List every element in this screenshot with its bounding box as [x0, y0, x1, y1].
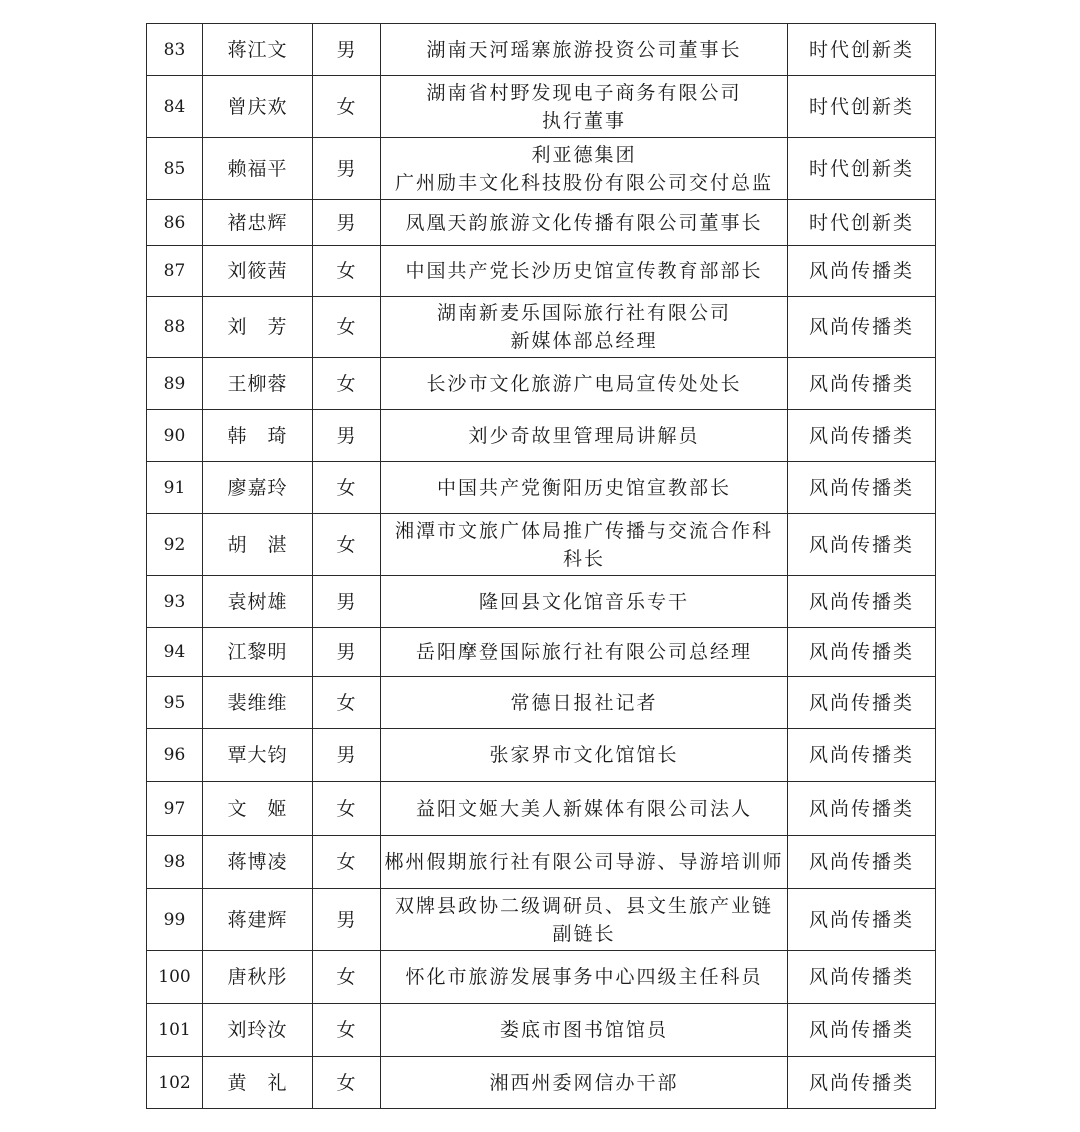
position-line: 新媒体部总经理 [510, 330, 658, 352]
position-line: 执行董事 [541, 109, 626, 132]
roster-table [146, 23, 936, 1109]
gender: 女 [313, 297, 381, 358]
person-name: 刘筱茜 [203, 246, 313, 297]
position-line: 岳阳摩登国际旅行社有限公司总经理 [415, 641, 752, 663]
award-category: 风尚传播类 [788, 514, 936, 576]
position-title [381, 24, 788, 76]
person-name: 韩 琦 [203, 410, 313, 462]
table-row [147, 628, 936, 677]
row-number: 89 [147, 358, 203, 410]
position-title [381, 462, 788, 514]
gender: 女 [313, 782, 381, 836]
position-line: 常德日报社记者 [510, 691, 658, 714]
gender: 男 [313, 138, 381, 200]
table-row [147, 410, 936, 462]
table-row [147, 1057, 936, 1109]
position-line: 科长 [562, 547, 605, 570]
position-title [381, 1057, 788, 1109]
award-category: 时代创新类 [788, 138, 936, 200]
gender: 男 [313, 628, 381, 677]
position-line: 湖南省村野发现电子商务有限公司 [426, 81, 742, 104]
gender: 女 [313, 836, 381, 889]
gender: 男 [313, 200, 381, 246]
gender: 女 [313, 1004, 381, 1057]
position-title [381, 1004, 788, 1057]
position-title [381, 200, 788, 246]
person-name: 褚忠辉 [203, 200, 313, 246]
gender: 男 [313, 729, 381, 782]
position-line: 双牌县政协二级调研员、县文生旅产业链 [394, 894, 773, 917]
row-number: 95 [147, 677, 203, 729]
position-line: 郴州假期旅行社有限公司导游、导游培训师 [384, 851, 784, 873]
table-row [147, 76, 936, 138]
position-line: 湘西州委网信办干部 [489, 1071, 679, 1094]
person-name: 刘 芳 [203, 297, 313, 358]
position-line: 娄底市图书馆馆员 [499, 1019, 668, 1041]
position-line: 副链长 [552, 922, 616, 945]
position-title [381, 410, 788, 462]
award-category: 时代创新类 [788, 24, 936, 76]
roster-body [147, 24, 936, 1109]
award-category: 风尚传播类 [788, 462, 936, 514]
position-title [381, 358, 788, 410]
person-name: 蒋建辉 [203, 889, 313, 951]
position-title [381, 246, 788, 297]
row-number: 92 [147, 514, 203, 576]
award-category: 风尚传播类 [788, 1057, 936, 1109]
position-title [381, 138, 788, 200]
position-line: 益阳文姬大美人新媒体有限公司法人 [415, 797, 752, 820]
table-row [147, 889, 936, 951]
award-category: 风尚传播类 [788, 1004, 936, 1057]
row-number: 90 [147, 410, 203, 462]
position-line: 长沙市文化旅游广电局宣传处处长 [426, 372, 742, 395]
table-row [147, 836, 936, 889]
position-title [381, 297, 788, 358]
row-number: 85 [147, 138, 203, 200]
gender: 女 [313, 514, 381, 576]
person-name: 王柳蓉 [203, 358, 313, 410]
row-number: 86 [147, 200, 203, 246]
award-category: 风尚传播类 [788, 358, 936, 410]
position-line: 凤凰天韵旅游文化传播有限公司董事长 [405, 211, 763, 234]
person-name: 廖嘉玲 [203, 462, 313, 514]
row-number: 96 [147, 729, 203, 782]
table-row [147, 200, 936, 246]
position-line: 广州励丰文化科技股份有限公司交付总监 [394, 171, 773, 194]
row-number: 102 [147, 1057, 203, 1109]
award-category: 风尚传播类 [788, 677, 936, 729]
person-name: 胡 湛 [203, 514, 313, 576]
person-name: 蒋江文 [203, 24, 313, 76]
position-title [381, 889, 788, 951]
award-category: 风尚传播类 [788, 782, 936, 836]
award-category: 风尚传播类 [788, 410, 936, 462]
row-number: 87 [147, 246, 203, 297]
gender: 女 [313, 462, 381, 514]
row-number: 101 [147, 1004, 203, 1057]
position-title [381, 514, 788, 576]
award-category: 风尚传播类 [788, 889, 936, 951]
position-line: 张家界市文化馆馆长 [489, 744, 679, 766]
position-title [381, 951, 788, 1004]
table-row [147, 729, 936, 782]
row-number: 83 [147, 24, 203, 76]
position-line: 湖南天河瑶寨旅游投资公司董事长 [426, 38, 742, 61]
position-line: 利亚德集团 [531, 143, 637, 166]
person-name: 黄 礼 [203, 1057, 313, 1109]
gender: 女 [313, 1057, 381, 1109]
award-category: 风尚传播类 [788, 576, 936, 628]
table-row [147, 677, 936, 729]
row-number: 100 [147, 951, 203, 1004]
table-row [147, 782, 936, 836]
position-line: 怀化市旅游发展事务中心四级主任科员 [405, 966, 763, 988]
honor-roster-sheet [146, 23, 935, 1109]
table-row [147, 951, 936, 1004]
position-line: 隆回县文化馆音乐专干 [478, 590, 689, 613]
person-name: 唐秋彤 [203, 951, 313, 1004]
person-name: 袁树雄 [203, 576, 313, 628]
gender: 女 [313, 951, 381, 1004]
table-row [147, 138, 936, 200]
person-name: 裴维维 [203, 677, 313, 729]
table-row [147, 576, 936, 628]
row-number: 91 [147, 462, 203, 514]
position-line: 中国共产党衡阳历史馆宣教部长 [436, 476, 731, 499]
position-title [381, 677, 788, 729]
gender: 女 [313, 677, 381, 729]
gender: 女 [313, 76, 381, 138]
gender: 男 [313, 24, 381, 76]
gender: 男 [313, 410, 381, 462]
award-category: 风尚传播类 [788, 729, 936, 782]
row-number: 84 [147, 76, 203, 138]
position-title [381, 76, 788, 138]
table-row [147, 462, 936, 514]
award-category: 风尚传播类 [788, 246, 936, 297]
person-name: 文 姬 [203, 782, 313, 836]
table-row [147, 514, 936, 576]
person-name: 曾庆欢 [203, 76, 313, 138]
row-number: 94 [147, 628, 203, 677]
person-name: 江黎明 [203, 628, 313, 677]
position-title [381, 576, 788, 628]
award-category: 风尚传播类 [788, 951, 936, 1004]
position-line: 湖南新麦乐国际旅行社有限公司 [436, 302, 731, 324]
gender: 男 [313, 576, 381, 628]
person-name: 刘玲汝 [203, 1004, 313, 1057]
person-name: 蒋博凌 [203, 836, 313, 889]
position-line: 刘少奇故里管理局讲解员 [468, 424, 700, 447]
person-name: 赖福平 [203, 138, 313, 200]
row-number: 99 [147, 889, 203, 951]
row-number: 88 [147, 297, 203, 358]
position-line: 湘潭市文旅广体局推广传播与交流合作科 [394, 519, 773, 542]
award-category: 风尚传播类 [788, 628, 936, 677]
table-row [147, 297, 936, 358]
award-category: 风尚传播类 [788, 297, 936, 358]
table-row [147, 358, 936, 410]
gender: 女 [313, 358, 381, 410]
position-line: 中国共产党长沙历史馆宣传教育部部长 [405, 260, 763, 282]
row-number: 97 [147, 782, 203, 836]
position-title [381, 729, 788, 782]
row-number: 93 [147, 576, 203, 628]
gender: 女 [313, 246, 381, 297]
person-name: 覃大钧 [203, 729, 313, 782]
gender: 男 [313, 889, 381, 951]
award-category: 时代创新类 [788, 200, 936, 246]
award-category: 风尚传播类 [788, 836, 936, 889]
table-row [147, 1004, 936, 1057]
position-title [381, 628, 788, 677]
award-category: 时代创新类 [788, 76, 936, 138]
position-title [381, 836, 788, 889]
position-title [381, 782, 788, 836]
table-row [147, 24, 936, 76]
row-number: 98 [147, 836, 203, 889]
table-row [147, 246, 936, 297]
